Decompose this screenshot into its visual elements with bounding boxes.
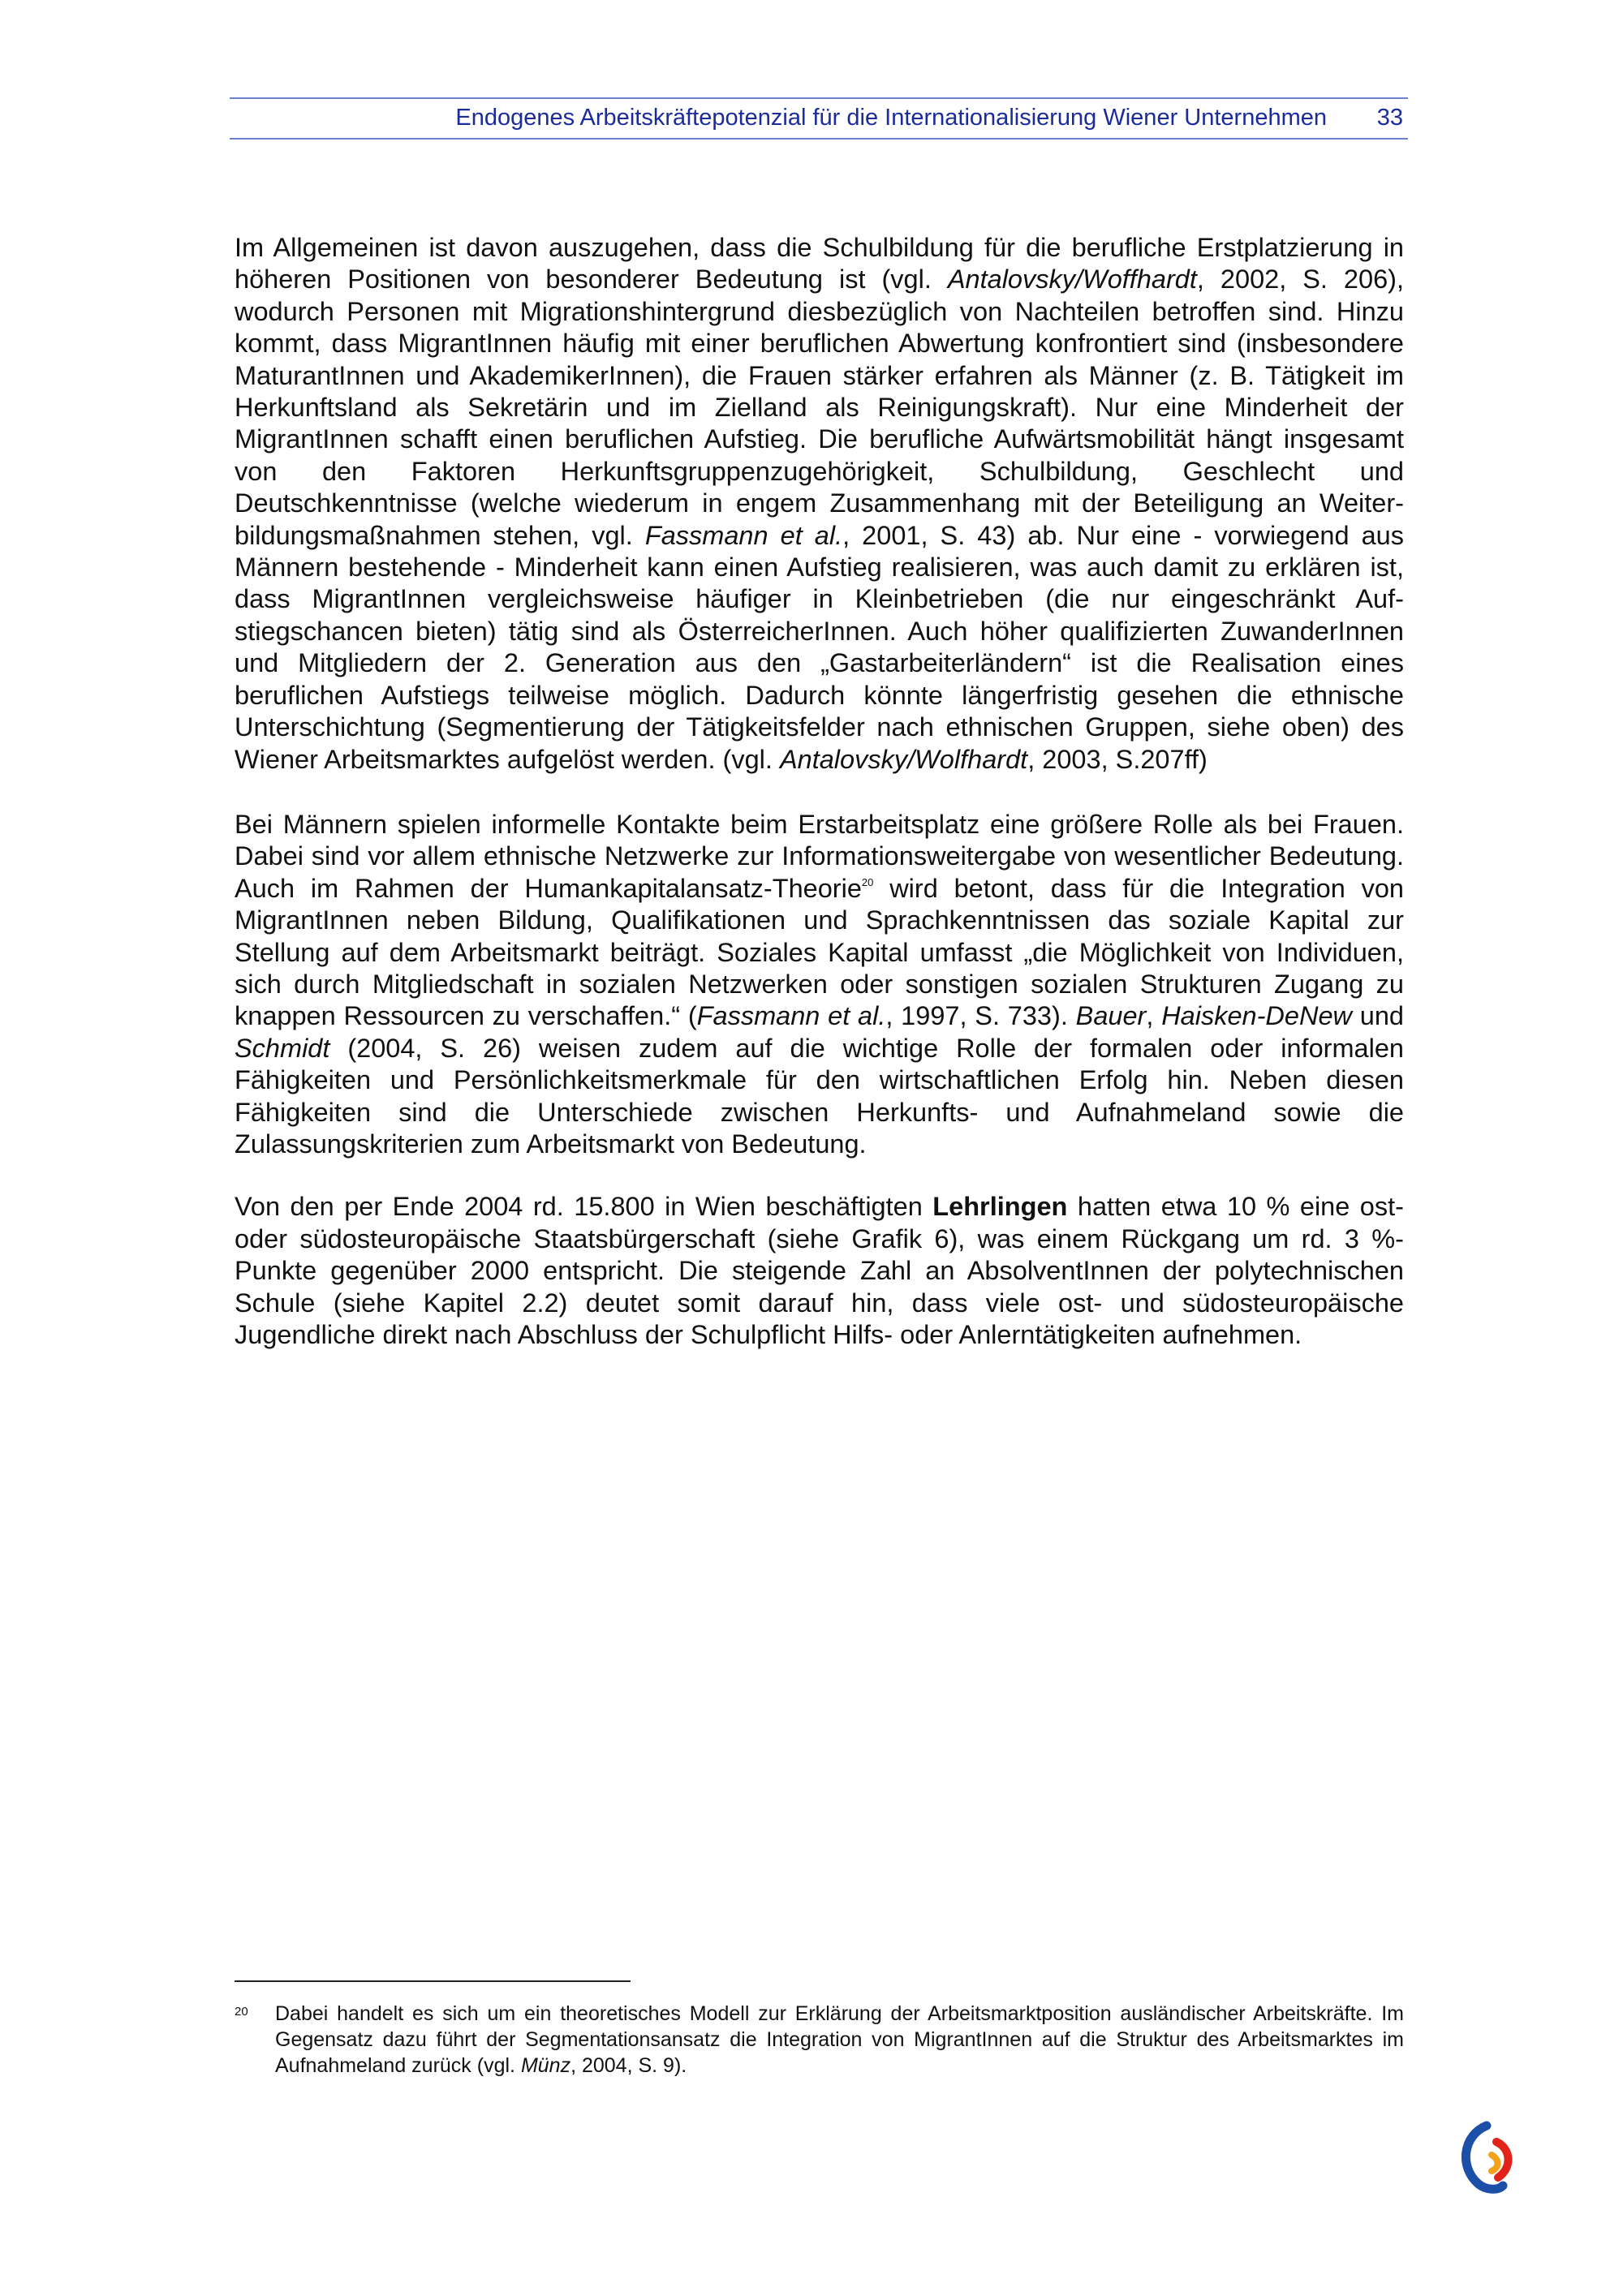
- header-title: Endogenes Arbeitskräftepotenzial für die Internationalisierung Wiener Unternehmen: [455, 105, 1327, 131]
- footnote-number: 20: [235, 2005, 248, 2019]
- footnote-separator: [235, 1980, 631, 1982]
- footnote: [235, 2001, 1404, 2079]
- citation: Antalovsky/Woffhardt: [947, 264, 1197, 295]
- footnote-reference: 20: [861, 875, 874, 888]
- citation: Haisken-DeNew: [1161, 1001, 1352, 1031]
- paragraph-schulbildung: Im Allgemeinen ist davon auszugehen, dass die Schulbildung für die berufliche Erstplatzierung in höheren Positionen von besonderer Bedeutung ist (vgl. Antalovsky/Woffhardt, 2002, S. 206), wodurch Personen mit Migrationshintergrund diesbezüglich von Nachteilen betroffen sind. Hinzu kommt, dass MigrantInnen häufig mit einer beruflichen Abwertung konfrontiert sind (insbesondere MaturantInnen und AkademikerInnen), die Frauen stärker erfahren als Männer (z. B. Tätigkeit im Herkunftsland als Sekretärin und im Zielland als Reinigungskraft). Nur eine Minderheit der MigrantInnen schafft einen beruflichen Aufstieg. Die berufliche Aufwärtsmobilität hängt insgesamt von den Faktoren Herkunftsgruppenzugehörigkeit, Schulbildung, Geschlecht und Deutschkenntnisse (welche wiederum in engem Zusammenhang mit der Beteiligung an Weiterbildungsmaßnahmen stehen, vgl. Fassmann et al., 2001, S. 43) ab. Nur eine - vorwiegend aus Männern bestehende - Minderheit kann einen Aufstieg realisieren, was auch damit zu erklären ist, dass MigrantInnen vergleichsweise häufiger in Kleinbetrieben (die nur eingeschränkt Aufstiegschancen bieten) tätig sind als ÖsterreicherInnen. Auch höher qualifizierten ZuwanderInnen und Mitgliedern der 2. Generation aus den „Gastarbeiterländern“ ist die Realisation eines beruflichen Aufstiegs teilweise möglich. Dadurch könnte längerfristig gesehen die ethnische Unterschichtung (Segmentierung der Tätigkeitsfelder nach ethnischen Gruppen, siehe oben) des Wiener Arbeitsmarktes aufgelöst werden. (vgl. Antalovsky/Wolfhardt, 2003, S.207ff): [235, 233, 1404, 774]
- citation: Antalovsky/Wolfhardt: [779, 744, 1028, 774]
- citation: Schmidt: [235, 1033, 330, 1063]
- citation: Münz: [520, 2054, 571, 2077]
- citation: Fassmann et al.: [644, 520, 843, 550]
- swirl-logo-icon: [1454, 2118, 1527, 2199]
- citation: Bauer: [1075, 1001, 1147, 1031]
- paragraph-lehrlinge: Von den per Ende 2004 rd. 15.800 in Wien beschäftigten Lehrlingen hatten etwa 10 % eine ost- oder südosteuropäische Staatsbürgerschaft (siehe Grafik 6), was einem Rückgang um rd. 3 %-Punkte gegenüber 2000 entspricht. Die steigende Zahl an AbsolventInnen der polytechnischen Schule (siehe Kapitel 2.2) deutet somit darauf hin, dass viele ost- und südosteuropäische Jugendliche direkt nach Abschluss der Schulpflicht Hilfs- oder Anlerntätigkeiten aufnehmen.: [235, 1192, 1404, 1349]
- page-number: 33: [1376, 105, 1403, 131]
- footnote-text: Dabei handelt es sich um ein theoretisches Modell zur Erklärung der Arbeitsmarktposition ausländischer Arbeitskräfte. Im Gegensatz dazu führt der Segmentationsansatz die Integration von MigrantInnen auf die Struktur des Arbeitsmarktes im Aufnahmeland zurück (vgl. Münz, 2004, S. 9).: [275, 2002, 1404, 2077]
- logo-orange-stroke: [1492, 2155, 1498, 2171]
- paragraph-informelle-kontakte: Bei Männern spielen informelle Kontakte beim Erstarbeitsplatz eine größere Rolle als bei Frauen. Dabei sind vor allem ethnische Netzwerke zur Informationsweitergabe von wesentlicher Bedeutung. Auch im Rahmen der Humankapitalansatz-Theorie$^{20}$ wird betont, dass für die Integration von MigrantInnen neben Bildung, Qualifikationen und Sprachkenntnissen das soziale Kapital zur Stellung auf dem Arbeitsmarkt beiträgt. Soziales Kapital umfasst „die Möglichkeit von Individuen, sich durch Mitgliedschaft in sozialen Netzwerken oder sonstigen sozialen Strukturen Zugang zu knappen Ressourcen zu verschaffen.“ (Fassmann et al., 1997, S. 733). Bauer, Haisken-DeNew und Schmidt (2004, S. 26) weisen zudem auf die wichtige Rolle der formalen oder informalen Fähigkeiten und Persönlichkeitsmerkmale für den wirtschaftlichen Erfolg hin. Neben diesen Fähigkeiten sind die Unterschiede zwischen Herkunfts- und Aufnahmeland sowie die Zulassungskriterien zum Arbeitsmarkt von Bedeutung.: [235, 809, 1405, 1159]
- keyword-bold: Lehrlingen: [932, 1192, 1068, 1222]
- running-header: [230, 97, 1408, 140]
- citation: Fassmann et al.: [696, 1001, 886, 1031]
- body-text: [235, 232, 1404, 1384]
